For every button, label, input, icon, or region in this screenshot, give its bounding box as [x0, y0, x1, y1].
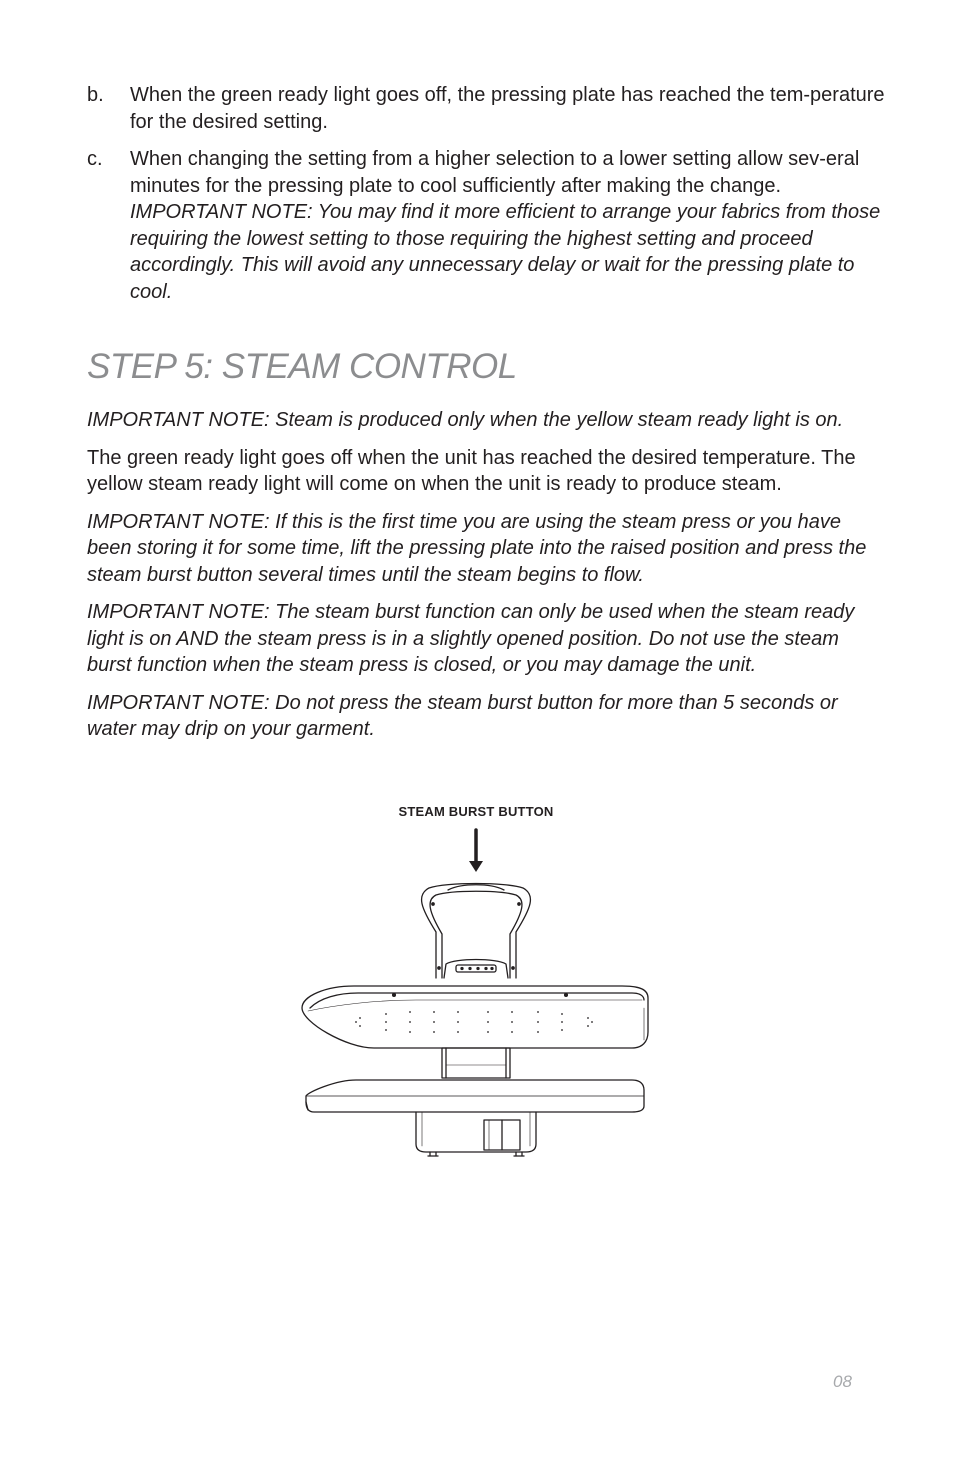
important-note-steam: IMPORTANT NOTE: Steam is produced only when the yellow steam ready light is on. [87, 409, 844, 431]
handle [422, 884, 531, 979]
support-column [442, 1048, 510, 1078]
list-marker: c. [87, 148, 103, 170]
list-item-body [130, 82, 887, 135]
list-item-text: When changing the setting from a higher selection to a lower setting allow sev-eral minutes for the pressing plate to cool sufficiently after making the change. [130, 148, 860, 197]
important-note-first-use: IMPORTANT NOTE: If this is the first time you are using the steam press or you have been storing it for some time, lift the pressing plate into the raised position and press the steam burst button several times until the steam begins to flow. [87, 510, 867, 586]
section-body [87, 407, 887, 754]
ironing-board [306, 1080, 644, 1112]
important-note: IMPORTANT NOTE: You may find it more efficient to arrange your fabrics from those requiring the lowest setting to those requiring the highest setting and proceed accordingly. This will avoid any unnecessary delay or wait for the pressing plate to cool. [130, 201, 881, 303]
important-note-duration: IMPORTANT NOTE: Do not press the steam burst button for more than 5 seconds or water may drip on your garment. [87, 691, 838, 740]
pressing-plate [302, 986, 648, 1048]
list-item-body [130, 146, 887, 305]
list-marker: b. [87, 84, 104, 106]
steam-burst-button-label: STEAM BURST BUTTON [398, 804, 554, 819]
page-number: 08 [833, 1372, 852, 1391]
control-panel [444, 960, 508, 979]
pointer-arrow-icon [469, 830, 483, 872]
base [416, 1112, 536, 1156]
important-note-steam-burst: IMPORTANT NOTE: The steam burst function can only be used when the steam ready light is on AND the steam press is in a slightly opened position. Do not use the steam burst function when the steam press is closed, or you may damage the unit. [87, 601, 855, 676]
instruction-list [87, 82, 887, 316]
section-heading: STEP 5: STEAM CONTROL [87, 347, 517, 386]
list-item-b [87, 82, 887, 135]
list-item-c [87, 146, 887, 305]
steam-press-figure [296, 800, 656, 1160]
steam-press-illustration [296, 800, 656, 1160]
ready-light-paragraph: The green ready light goes off when the unit has reached the desired temperature. The yellow steam ready light will come on when the unit is ready to produce steam. [87, 446, 856, 495]
list-item-text: When the green ready light goes off, the pressing plate has reached the tem-perature for the desired setting. [130, 84, 885, 133]
